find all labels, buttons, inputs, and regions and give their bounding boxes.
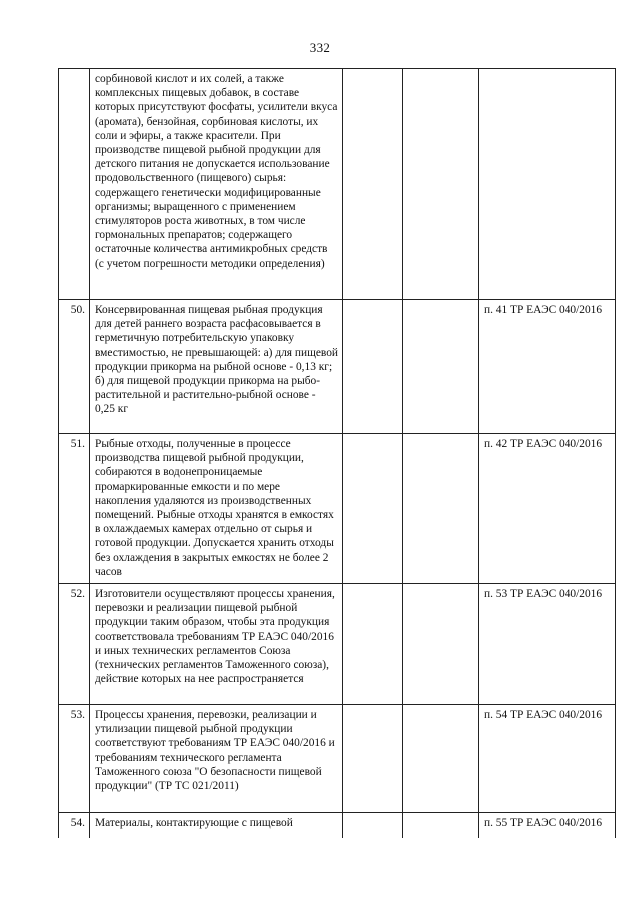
empty-cell xyxy=(343,69,403,300)
regulation-reference: п. 55 ТР ЕАЭС 040/2016 xyxy=(479,813,616,838)
empty-cell xyxy=(343,584,403,705)
requirement-text: Изготовители осуществляют процессы хранения, перевозки и реализации пищевой рыбной продукции таким образом, чтобы эта продукция соответствовала требованиям ТР ЕАЭС 040/2016 и иных технических регламентов Союза (технических регламентов Таможенного союза), действие которых на нее распространяется xyxy=(90,584,343,705)
empty-cell xyxy=(403,300,479,434)
table-row xyxy=(59,705,616,813)
row-number: 50. xyxy=(59,300,90,434)
regulation-reference: п. 54 ТР ЕАЭС 040/2016 xyxy=(479,705,616,813)
row-number xyxy=(59,69,90,300)
empty-cell xyxy=(343,813,403,838)
empty-cell xyxy=(403,434,479,584)
table-row xyxy=(59,813,616,838)
row-number: 51. xyxy=(59,434,90,584)
requirement-text: Материалы, контактирующие с пищевой xyxy=(90,813,343,838)
requirement-text: Процессы хранения, перевозки, реализации и утилизации пищевой рыбной продукции соответствуют требованиям ТР ЕАЭС 040/2016 и требованиям технического регламента Таможенного союза "О безопасности пищевой продукции" (ТР ТС 021/2011) xyxy=(90,705,343,813)
regulation-reference: п. 53 ТР ЕАЭС 040/2016 xyxy=(479,584,616,705)
page-number: 332 xyxy=(309,40,331,55)
row-number: 52. xyxy=(59,584,90,705)
regulation-reference: п. 42 ТР ЕАЭС 040/2016 xyxy=(479,434,616,584)
table-row xyxy=(59,584,616,705)
table-row xyxy=(59,69,616,300)
table-row xyxy=(59,300,616,434)
row-number: 53. xyxy=(59,705,90,813)
requirement-text: Рыбные отходы, полученные в процессе производства пищевой рыбной продукции, собираются в водонепроницаемые промаркированные емкости и по мере накопления удаляются из производственных помещений. Рыбные отходы хранятся в емкостях в охлаждаемых камерах отдельно от сырья и готовой продукции. Допускается хранить отходы без охлаждения в закрытых емкостях не более 2 часов xyxy=(90,434,343,584)
regulation-reference xyxy=(479,69,616,300)
requirement-text: Консервированная пищевая рыбная продукция для детей раннего возраста расфасовывается в герметичную потребительскую упаковку вместимостью, не превышающей: а) для пищевой продукции прикорма на рыбной основе - 0,13 кг; б) для пищевой продукции прикорма на рыбо-растительной и растительно-рыбной основе - 0,25 кг xyxy=(90,300,343,434)
empty-cell xyxy=(403,584,479,705)
empty-cell xyxy=(403,813,479,838)
regulation-reference: п. 41 ТР ЕАЭС 040/2016 xyxy=(479,300,616,434)
empty-cell xyxy=(343,434,403,584)
empty-cell xyxy=(403,705,479,813)
table-row xyxy=(59,434,616,584)
row-number: 54. xyxy=(59,813,90,838)
empty-cell xyxy=(343,705,403,813)
empty-cell xyxy=(343,300,403,434)
empty-cell xyxy=(403,69,479,300)
requirements-table xyxy=(58,68,616,838)
requirement-text: сорбиновой кислот и их солей, а также комплексных пищевых добавок, в составе которых присутствуют фосфаты, усилители вкуса (аромата), бензойная, сорбиновая кислоты, их соли и эфиры, а также красители. При производстве пищевой рыбной продукции для детского питания не допускается использование продовольственного (пищевого) сырья: содержащего генетически модифицированные организмы; выращенного с применением стимуляторов роста животных, в том числе гормональных препаратов; содержащего остаточные количества антимикробных средств (с учетом погрешности методики определения) xyxy=(90,69,343,300)
